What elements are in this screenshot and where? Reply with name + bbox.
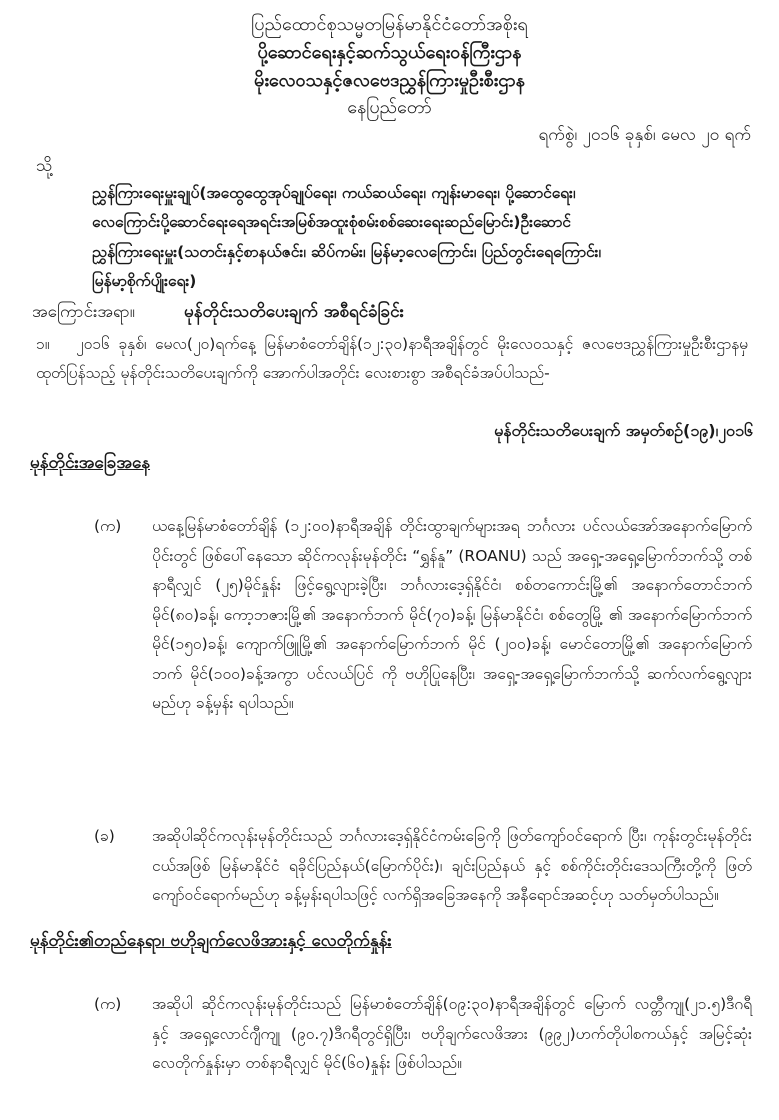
item-text: ယနေ့မြန်မာစံတော်ချိန် (၁၂:၀၀)နာရီအချိန် တိုင်းထွာချက်များအရ ဘင်္ဂလား ပင်လယ်အော်အနောက်မြောက်ပိုင်းတွင် ဖြစ်ပေါ်နေသော ဆိုင်ကလုန်းမုန်တိုင်း “ရွှန်နူ” (ROANU) သည် အရှေ့-အရှေ့မြောက်ဘက်သို့ တစ်နာရီလျှင် (၂၅)မိုင်နှုန်း ဖြင့်ရွေ့လျားခဲ့ပြီး၊ ဘင်္ဂလားဒေ့ရှ်နိုင်ငံ၊ စစ်တကောင်းမြို့၏ အနောက်တောင်ဘက် မိုင်(၈၀)ခန့်၊ ကော့ဘဇားမြို့၏ အနောက်ဘက် မိုင်(၇၀)ခန့်၊ မြန်မာနိုင်ငံ၊ စစ်တွေမြို့ ၏ အနောက်မြောက်ဘက် မိုင်(၁၅၀)ခန့်၊ ကျောက်ဖြူမြို့၏ အနောက်မြောက်ဘက် မိုင် (၂၀၀)ခန့်၊ မောင်တောမြို့၏ အနောက်မြောက်ဘက် မိုင်(၁၀၀)ခန့်အကွာ ပင်လယ်ပြင် ကို ဗဟိုပြုနေပြီး၊ အရှေ့-အရှေ့မြောက်ဘက်သို့ ဆက်လက်ရွေ့လျားမည်ဟု ခန့်မှန်း ရပါသည်။ xyxy=(152,517,752,712)
list-item xyxy=(96,822,752,911)
recipient-line: ညွှန်ကြားရေးမှူး(သတင်းနှင့်စာနယ်ဇင်း၊ ဆိပ်ကမ်း၊ မြန်မာ့လေကြောင်း၊ ပြည်တွင်းရေကြောင်း၊ xyxy=(92,243,601,261)
recipient-line: မြန်မာ့စိုက်ပျိုးရေး) xyxy=(92,272,197,290)
header-department: မိုးလေဝသနှင့်ဇလဗေဒညွှန်ကြားမှုဦးစီးဌာန xyxy=(254,70,525,91)
item-marker: (ခ) xyxy=(94,827,115,845)
section-heading-storm-location: မုန်တိုင်း၏တည်နေရာ၊ ဗဟိုချက်လေဖိအားနှင့် လေတိုက်နှုန်း xyxy=(30,931,392,951)
paragraph-text: ၂၀၁၆ ခုနှစ်၊ မေလ(၂၀)ရက်နေ့ မြန်မာစံတော်ချိန်(၁၂:၃၀)နာရီအချိန်တွင် မိုးလေဝသနှင့် ဇလဗေဒညွှန်ကြားမှုဦးစီးဌာနမှ ထုတ်ပြန်သည့် မုန်တိုင်းသတိပေးချက်ကို အောက်ပါအတိုင်း လေးစားစွာ အစီရင်ခံအပ်ပါသည်- xyxy=(36,335,748,382)
section-heading-storm-condition: မုန်တိုင်းအခြေအနေ xyxy=(30,453,151,473)
paragraph-number: ၁။ xyxy=(36,335,50,353)
item-marker: (က) xyxy=(94,517,122,535)
bulletin-number: မုန်တိုင်းသတိပေးချက် အမှတ်စဥ်(၁၉)၊၂၀၁၆ xyxy=(494,421,753,440)
item-marker: (က) xyxy=(94,995,122,1013)
item-text: အဆိုပါဆိုင်ကလုန်းမုန်တိုင်းသည် ဘင်္ဂလားဒေ့ရှ်နိုင်ငံကမ်းခြေကို ဖြတ်ကျော်ဝင်ရောက် ပြီး၊ ကုန်းတွင်းမုန်တိုင်းငယ်အဖြစ် မြန်မာနိုင်ငံ ရခိုင်ပြည်နယ်(မြောက်ပိုင်း)၊ ချင်းပြည်နယ် နှင့် စစ်ကိုင်းတိုင်းဒေသကြီးတို့ကို ဖြတ်ကျော်ဝင်ရောက်မည်ဟု ခန့်မှန်းရပါသဖြင့် လက်ရှိအခြေအနေကို အနီရောင်အဆင့်ဟု သတ်မှတ်ပါသည်။ xyxy=(152,827,752,904)
recipient-line: လေကြောင်းပို့ဆောင်ရေးရေအရင်းအမြစ်အထူးစုံစမ်းစစ်ဆေးရေးဆည်မြောင်း)ဦးဆောင် xyxy=(92,213,571,231)
recipient-line: ညွှန်ကြားရေးမှူးချုပ်(အထွေထွေအုပ်ချုပ်ရေး၊ ကယ်ဆယ်ရေး၊ ကျန်းမာရေး၊ ပို့ဆောင်ရေး၊ xyxy=(92,184,576,202)
paragraph-1 xyxy=(36,330,748,388)
header-government: ပြည်ထောင်စုသမ္မတမြန်မာနိုင်ငံတော်အစိုးရ xyxy=(251,14,528,35)
subject-value: မုန်တိုင်းသတိပေးချက် အစီရင်ခံခြင်း xyxy=(184,302,404,322)
header-ministry: ပို့ဆောင်ရေးနှင့်ဆက်သွယ်ရေးဝန်ကြီးဌာန xyxy=(257,42,522,63)
to-label: သို့ xyxy=(36,156,53,176)
header-city: နေပြည်တော် xyxy=(347,97,432,118)
document-date: ရက်စွဲ၊ ၂၀၁၆ ခုနှစ်၊ မေလ ၂၀ ရက် xyxy=(538,125,751,145)
list-item xyxy=(96,512,752,719)
subject-line xyxy=(32,301,404,326)
subject-label: အကြောင်းအရာ။ xyxy=(32,302,135,322)
list-item xyxy=(96,990,752,1079)
item-text: အဆိုပါ ဆိုင်ကလုန်းမုန်တိုင်းသည် မြန်မာစံတော်ချိန်(၀၉:၃၀)နာရီအချိန်တွင် မြောက် လတ္တီကျု(၂၁.၅)ဒီဂရီနှင့် အရှေ့လောင်ဂျီကျု (၉၀.၇)ဒီဂရီတွင်ရှိပြီး၊ ဗဟိုချက်လေဖိအား (၉၉၂)ဟက်တိုပါစကယ်နှင့် အမြင့်ဆုံးလေတိုက်နှုန်းမှာ တစ်နာရီလျှင် မိုင်(၆၀)နှုန်း ဖြစ်ပါသည်။ xyxy=(152,995,752,1072)
